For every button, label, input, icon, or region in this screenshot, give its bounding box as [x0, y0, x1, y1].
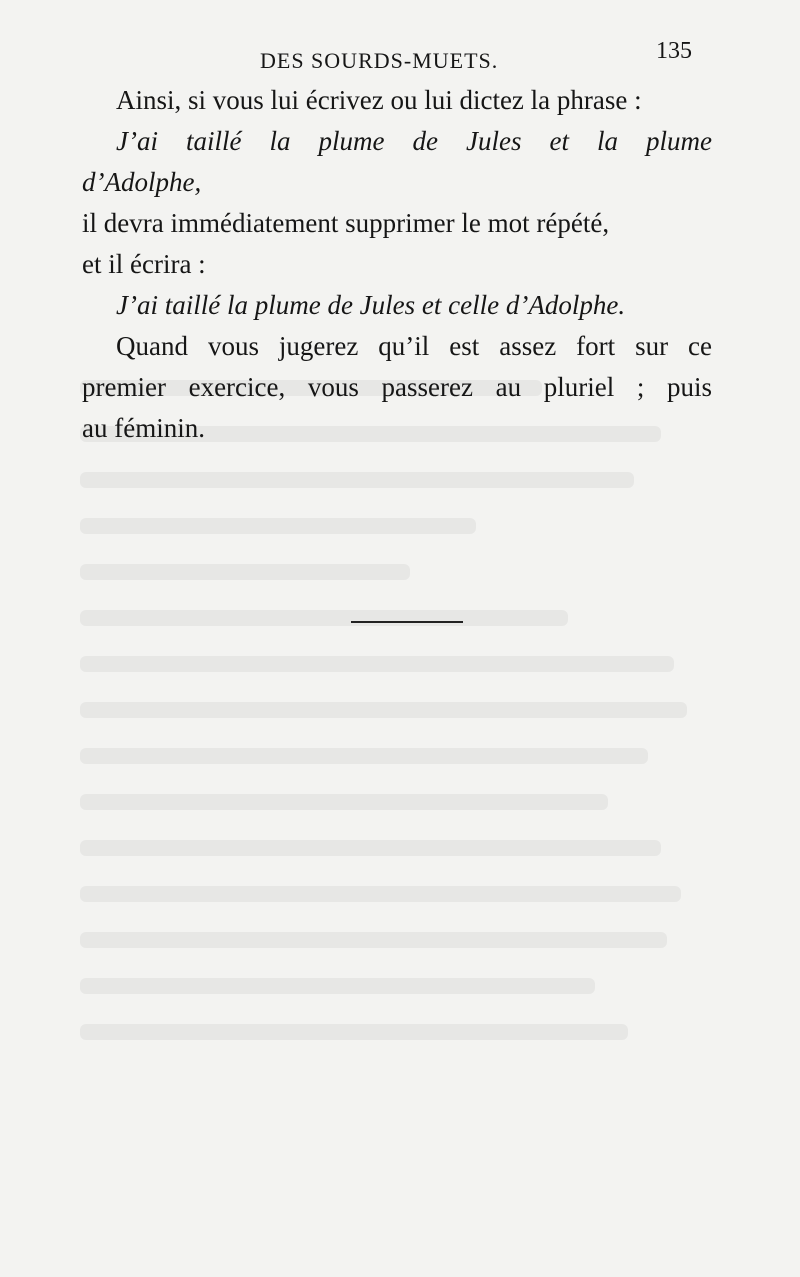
example-sentence-line: J’ai taillé la plume de Jules et celle d’Adolphe. — [116, 290, 626, 320]
section-separator-rule — [351, 621, 463, 623]
paragraph-line: et il écrira : — [82, 249, 206, 279]
show-through-background — [80, 380, 740, 1140]
page-number: 135 — [656, 38, 692, 64]
paragraph-line: premier exercice, vous passerez au pluriel ; puis — [82, 372, 712, 402]
paragraph-line: Ainsi, si vous lui écrivez ou lui dictez la phrase : — [116, 85, 642, 115]
example-sentence-line: d’Adolphe, — [82, 167, 202, 197]
example-sentence-line: J’ai taillé la plume de Jules et la plume — [116, 126, 712, 156]
paragraph-line: il devra immédiatement supprimer le mot répété, — [82, 208, 610, 238]
running-head: DES SOURDS-MUETS. — [260, 48, 499, 73]
paragraph-line: au féminin. — [82, 413, 205, 443]
body-text — [82, 80, 712, 449]
paragraph-line: Quand vous jugerez qu’il est assez fort sur ce — [116, 331, 712, 361]
page-header — [0, 38, 800, 78]
